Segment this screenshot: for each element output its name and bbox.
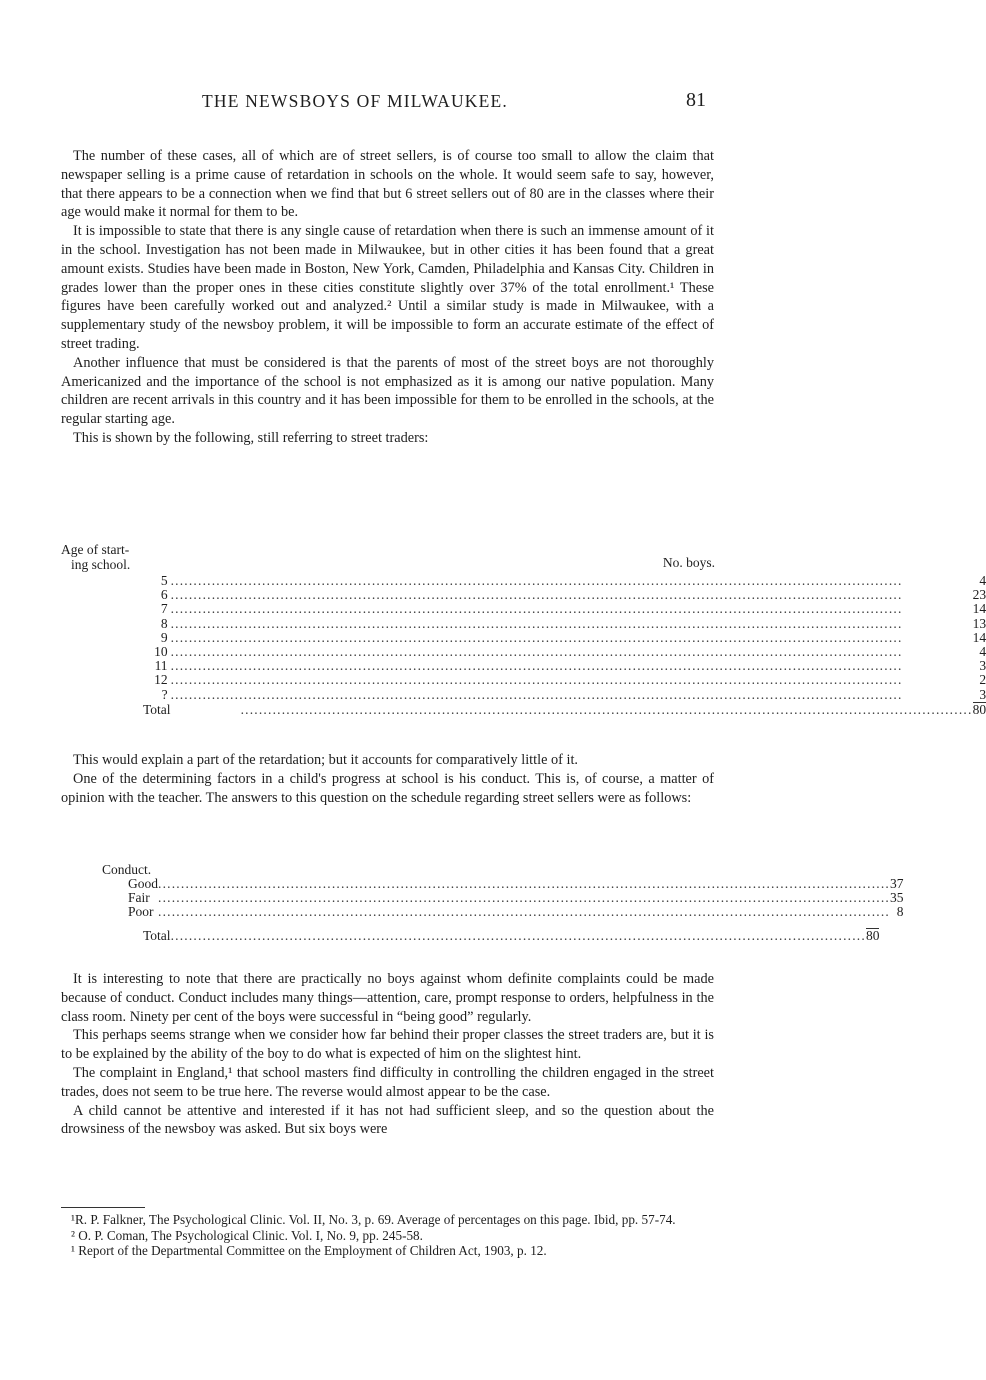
age-cell: ?	[161, 687, 168, 703]
age-table-row	[61, 588, 986, 602]
conduct-total-value: 80	[865, 928, 880, 943]
conduct-table-row	[128, 905, 904, 919]
body-section-3	[61, 970, 714, 1139]
paragraph: A child cannot be attentive and interested if it has not had sufficient sleep, and so the question about the drowsiness of the newsboy was asked. But six boys were	[61, 1102, 714, 1138]
conduct-label: Good	[128, 876, 158, 891]
conduct-label: Fair	[128, 890, 150, 906]
paragraph: The complaint in England,¹ that school masters find difficulty in controlling the children engaged in the street trades, does not seem to be true here. The reverse would almost appear to be the case.	[61, 1064, 714, 1100]
dot-leader: ................................................................................................................................................................	[170, 658, 903, 674]
age-total-value: 80	[972, 701, 986, 717]
dot-leader: ................................................................................................................................................................	[170, 629, 903, 645]
boys-cell: 13	[972, 615, 986, 631]
paragraph: It is interesting to note that there are practically no boys against whom definite complaints could be made because of conduct. Conduct includes many things—attention, care, prompt response to orders, helpfulness in the class room. Ninety per cent of the boys were successful in “being good” regularly.	[61, 971, 714, 1025]
boys-cell: 23	[972, 587, 986, 603]
conduct-value: 8	[896, 904, 904, 920]
paragraph: Another influence that must be considered is that the parents of most of the street boys are not thoroughly Americanized and the importance of the school is not emphasized as it is among our native population. Many children are recent arrivals in this country and it has been impossible for them to be enrolled in the schools, at the regular starting age.	[61, 354, 714, 428]
conduct-total-label: Total	[143, 928, 171, 943]
age-table-row	[61, 688, 986, 703]
dot-leader: ................................................................................................................................................................	[170, 687, 903, 703]
dot-leader: ................................................................................................................................................................	[170, 587, 903, 603]
age-table-row	[61, 673, 986, 687]
footnotes	[61, 1212, 714, 1259]
age-column-header-line1: Age of start-	[61, 542, 130, 557]
dot-leader: ................................................................................................................................................................	[158, 904, 890, 920]
conduct-value: 35	[890, 890, 904, 906]
age-cell: 10	[154, 644, 168, 660]
conduct-label: Poor	[128, 904, 154, 920]
age-table	[61, 574, 986, 717]
paragraph: This would explain a part of the retardation; but it accounts for comparatively little of it.	[73, 752, 579, 768]
paragraph: The number of these cases, all of which are of street sellers, is of course too small to allow the claim that newspaper selling is a prime cause of retardation in schools on the whole. It would seem safe to say, however, that there appears to be a connection when we find that but 6 street sellers out of 80 are in the classes where their age would make it normal for them to be.	[61, 148, 714, 221]
age-table-row	[61, 602, 986, 616]
conduct-table	[128, 877, 904, 920]
boys-cell: 3	[979, 658, 986, 674]
conduct-table-row	[128, 891, 904, 905]
dot-leader: ................................................................................................................................................................	[158, 876, 890, 891]
boys-column-header: No. boys.	[662, 555, 715, 570]
age-table-row	[61, 645, 986, 659]
dot-leader: ................................................................................................................................................................	[240, 701, 973, 717]
boys-cell: 2	[979, 672, 986, 688]
age-table-row	[61, 617, 986, 631]
age-cell: 8	[160, 615, 168, 631]
dot-leader: ................................................................................................................................................................	[170, 573, 903, 588]
footnote-divider	[61, 1207, 145, 1208]
conduct-table-row	[128, 877, 904, 891]
footnote: ² O. P. Coman, The Psychological Clinic. Vol. I, No. 9, pp. 245-58.	[71, 1227, 423, 1243]
dot-leader: ................................................................................................................................................................	[170, 601, 903, 617]
boys-cell: 14	[972, 629, 986, 645]
running-title: THE NEWSBOYS OF MILWAUKEE.	[202, 91, 508, 111]
boys-cell: 4	[979, 573, 986, 588]
boys-cell: 14	[972, 601, 986, 617]
dot-leader: ................................................................................................................................................................	[158, 890, 890, 906]
boys-cell: 3	[979, 686, 986, 702]
age-table-row	[61, 659, 986, 673]
body-section-1	[61, 147, 714, 448]
age-column-header	[61, 543, 130, 572]
age-cell: 6	[160, 587, 168, 603]
paragraph: One of the determining factors in a child's progress at school is his conduct. This is, of course, a matter of opinion with the teacher. The answers to this question on the schedule regarding street sellers were as follows:	[61, 770, 714, 806]
age-table-row	[61, 631, 986, 645]
conduct-value: 37	[890, 876, 904, 891]
dot-leader: ................................................................................................................................................................	[170, 644, 903, 660]
age-cell: 7	[160, 601, 168, 617]
paragraph: This is shown by the following, still referring to street traders:	[73, 429, 429, 446]
age-total-label: Total	[143, 701, 171, 717]
conduct-total-table	[143, 928, 879, 943]
paragraph: It is impossible to state that there is any single cause of retardation when there is such an immense amount of it in the school. Investigation has not been made in Milwaukee, but in other cities it has been found that a great amount exists. Studies have been made in Boston, New York, Camden, Philadelphia and Kansas City. Children in grades lower than the proper ones in these cities constitute slightly over 37% of the total enrollment.¹ These figures have been carefully worked out and analyzed.² Until a similar study is made in Milwaukee, with a supplementary study of the newsboy problem, it will be impossible to form an accurate estimate of the effect of street trading.	[61, 223, 714, 352]
footnote: ¹ Report of the Departmental Committee on the Employment of Children Act, 1903, p. 12.	[71, 1243, 547, 1258]
page-header	[0, 91, 867, 117]
page-number: 81	[686, 89, 706, 111]
conduct-heading: Conduct.	[102, 862, 152, 877]
boys-cell: 4	[979, 644, 986, 660]
age-cell: 9	[160, 629, 168, 645]
age-column-header-line2: ing school.	[71, 556, 131, 572]
footnote: ¹R. P. Falkner, The Psychological Clinic. Vol. II, No. 3, p. 69. Average of percentages on this page. Ibid, pp. 57-74.	[71, 1212, 676, 1227]
dot-leader: ................................................................................................................................................................	[170, 672, 903, 688]
age-cell: 12	[154, 672, 168, 688]
age-cell: 5	[160, 573, 168, 588]
dot-leader: ................................................................................................................................................................	[170, 615, 903, 631]
dot-leader: ........................................................................................................................................................	[170, 928, 866, 943]
age-total-row	[61, 702, 986, 717]
age-table-header	[61, 543, 715, 575]
age-table-row	[61, 574, 986, 588]
body-section-2	[61, 751, 714, 807]
conduct-total-row	[143, 929, 879, 944]
paragraph: This perhaps seems strange when we consider how far behind their proper classes the street traders are, but it is to be explained by the ability of the boy to do what is expected of him on the slightest hint.	[61, 1027, 714, 1063]
age-cell: 11	[154, 658, 168, 674]
